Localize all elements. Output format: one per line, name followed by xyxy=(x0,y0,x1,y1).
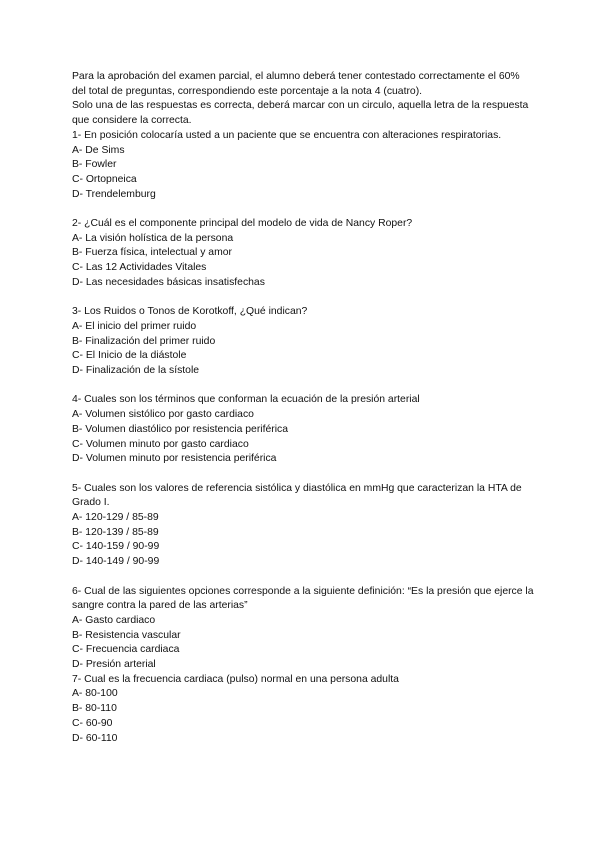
question-text: 4- Cuales son los términos que conforman la ecuación de la presión arterial xyxy=(72,394,420,406)
question-5 xyxy=(72,482,534,570)
option-d: D- Finalización de la sístole xyxy=(72,365,200,377)
option-b: B- Resistencia vascular xyxy=(72,629,181,641)
option-d: D- 140-149 / 90-99 xyxy=(72,556,160,568)
option-d: D- 60-110 xyxy=(72,732,118,744)
intro-paragraph-2: Solo una de las respuestas es correcta, deberá marcar con un circulo, aquella letra de la respuesta que considere la correcta. xyxy=(72,100,529,127)
question-text: 5- Cuales son los valores de referencia sistólica y diastólica en mmHg que caracterizan la HTA de Grado I. xyxy=(72,482,522,509)
option-c: C- Ortopneica xyxy=(72,173,137,185)
option-a: A- 120-129 / 85-89 xyxy=(72,512,159,524)
option-c: C- Las 12 Actividades Vitales xyxy=(72,262,207,274)
option-c: C- Frecuencia cardiaca xyxy=(72,644,180,656)
question-text: 2- ¿Cuál es el componente principal del modelo de vida de Nancy Roper? xyxy=(72,218,413,230)
option-a: A- El inicio del primer ruido xyxy=(72,320,197,332)
option-c: C- 60-90 xyxy=(72,717,113,729)
option-b: B- 120-139 / 85-89 xyxy=(72,526,159,538)
question-text: 3- Los Ruidos o Tonos de Korotkoff, ¿Qué indican? xyxy=(72,306,308,318)
option-a: A- Volumen sistólico por gasto cardiaco xyxy=(72,409,254,421)
option-b: B- 80-110 xyxy=(72,703,117,715)
question-text: 7- Cual es la frecuencia cardiaca (pulso) normal en una persona adulta xyxy=(72,673,399,685)
option-c: C- Volumen minuto por gasto cardiaco xyxy=(72,438,249,450)
option-b: B- Volumen diastólico por resistencia periférica xyxy=(72,423,288,435)
question-2 xyxy=(72,217,534,291)
option-a: A- 80-100 xyxy=(72,688,118,700)
question-1 xyxy=(72,129,534,203)
option-d: D- Presión arterial xyxy=(72,659,156,671)
spacer xyxy=(72,291,534,306)
option-d: D- Volumen minuto por resistencia periférica xyxy=(72,453,277,465)
option-a: A- De Sims xyxy=(72,144,125,156)
option-c: C- 140-159 / 90-99 xyxy=(72,541,160,553)
option-b: B- Fowler xyxy=(72,159,117,171)
exam-page xyxy=(72,70,534,746)
spacer xyxy=(72,467,534,482)
option-b: B- Finalización del primer ruido xyxy=(72,335,216,347)
option-d: D- Trendelemburg xyxy=(72,188,156,200)
question-text: 1- En posición colocaría usted a un paciente que se encuentra con alteraciones respiratorias. xyxy=(72,129,502,141)
option-d: D- Las necesidades básicas insatisfechas xyxy=(72,276,265,288)
question-3 xyxy=(72,305,534,379)
option-a: A- Gasto cardiaco xyxy=(72,614,156,626)
question-6 xyxy=(72,585,534,673)
question-7 xyxy=(72,673,534,747)
question-text: 6- Cual de las siguientes opciones corresponde a la siguiente definición: “Es la presión que ejerce la sangre contra la pared de las arterias” xyxy=(72,585,534,612)
spacer xyxy=(72,379,534,394)
option-a: A- La visión holística de la persona xyxy=(72,232,234,244)
spacer xyxy=(72,570,534,585)
question-4 xyxy=(72,393,534,467)
option-c: C- El Inicio de la diástole xyxy=(72,350,187,362)
intro-paragraph-1: Para la aprobación del examen parcial, el alumno deberá tener contestado correctamente el 60% del total de preguntas, correspondiendo este porcentaje a la nota 4 (cuatro). xyxy=(72,71,520,97)
spacer xyxy=(72,202,534,217)
option-b: B- Fuerza física, intelectual y amor xyxy=(72,247,232,259)
